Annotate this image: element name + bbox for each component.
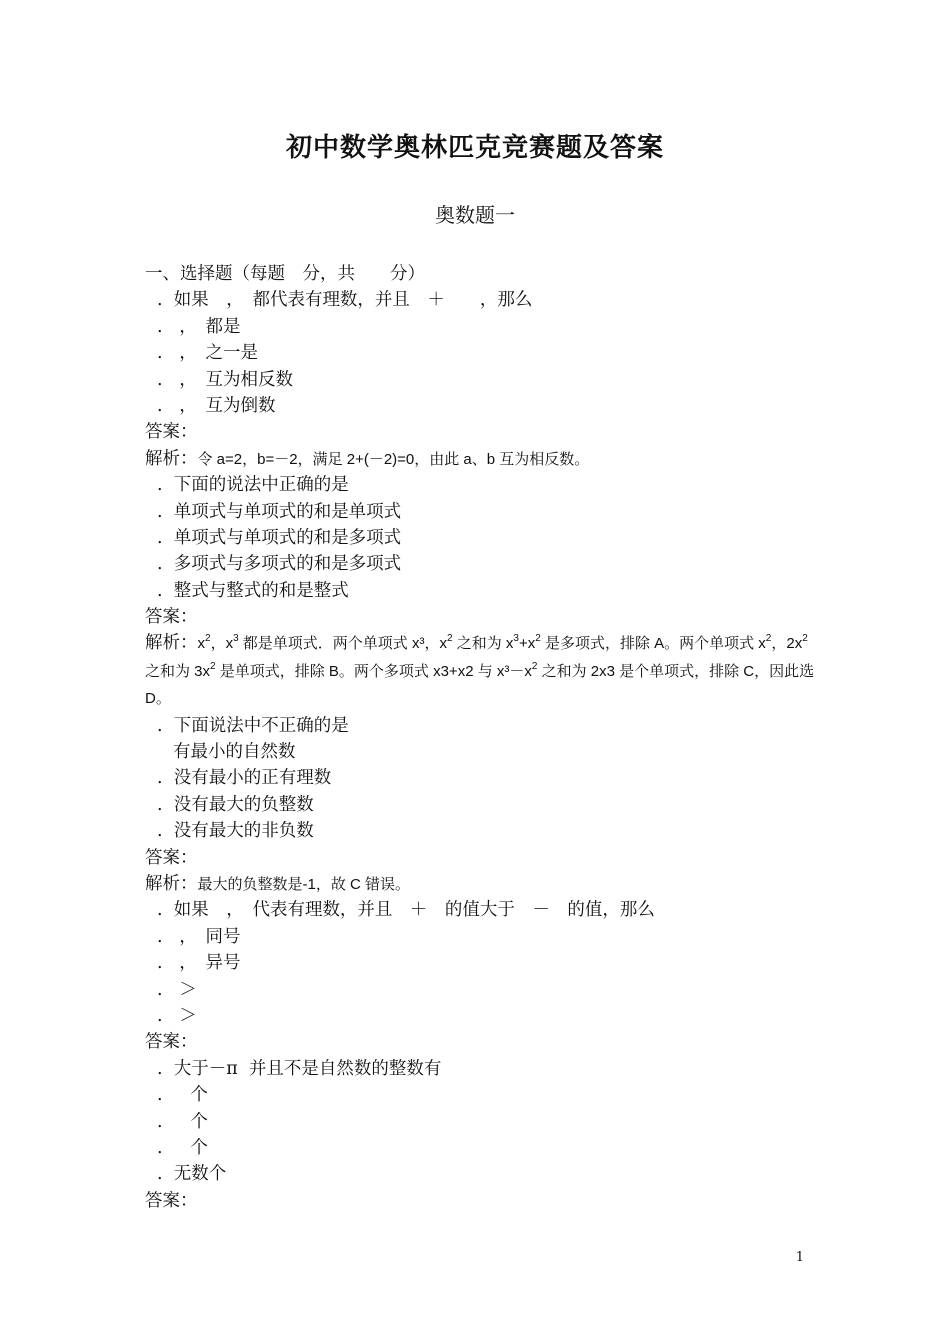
question-option: . ， 都是	[157, 316, 241, 337]
exponent: 2	[802, 633, 808, 645]
question-option: . 单项式与单项式的和是单项式	[157, 501, 402, 522]
question-stem: . 大于－π 并且不是自然数的整数有	[157, 1058, 442, 1079]
analysis-label: 解析：	[145, 874, 198, 895]
exponent: 2	[446, 633, 453, 645]
question-option: . ， 互为倒数	[157, 395, 276, 416]
page-number: 1	[795, 1250, 804, 1265]
question-option: . 单项式与单项式的和是多项式	[157, 527, 402, 548]
analysis-text: 最大的负整数是-1，故 C 错误。	[197, 876, 411, 894]
analysis-text: 是多项式，排除 A。两个单项式 x	[540, 635, 766, 653]
analysis-text: 之和为 2x3 是个单项式，排除 C，因此选 D。	[145, 662, 815, 708]
exponent: 2	[535, 633, 541, 645]
question-option: . ， 互为相反数	[157, 369, 294, 390]
analysis-text: ，2x	[771, 635, 803, 653]
question-option: . ＞	[157, 979, 197, 1000]
answer-label: 答案：	[145, 1032, 198, 1053]
answer-label: 答案：	[145, 1190, 198, 1211]
question-option: . ， 之一是	[157, 343, 259, 364]
analysis-text: ，x	[210, 635, 234, 653]
analysis-text: x	[197, 635, 205, 653]
question-stem: . 如果 ， 代表有理数，并且 ＋ 的值大于 － 的值，那么	[157, 900, 655, 921]
analysis-text: 是单项式，排除 B。两个多项式 x3+x2 与 x³－x	[215, 662, 532, 680]
document-title: 初中数学奥林匹克竞赛题及答案	[285, 133, 664, 163]
analysis-text: 都是单项式．两个单项式 x³，x	[238, 635, 447, 653]
answer-label: 答案：	[145, 422, 198, 443]
analysis-text: 之和为 3x	[145, 662, 211, 680]
analysis-label: 解析：	[145, 448, 198, 469]
analysis-text: 令 a=2，b=－2，满足 2+(－2)=0，由此 a、b 互为相反数。	[197, 450, 590, 468]
exponent: 3	[233, 633, 239, 645]
analysis	[145, 871, 815, 897]
analysis-text: 之和为 x	[452, 635, 514, 653]
question-option: 有最小的自然数	[173, 742, 296, 763]
question-stem: . 如果 ， 都代表有理数，并且 ＋ ，那么	[157, 290, 533, 311]
analysis	[145, 630, 815, 712]
exponent: 2	[765, 633, 772, 645]
question-stem: . 下面的说法中正确的是	[157, 475, 349, 496]
question-option: . 个	[157, 1137, 208, 1158]
analysis	[145, 446, 815, 472]
exponent: 2	[205, 633, 211, 645]
question-option: . 没有最大的非负数	[157, 821, 314, 842]
question-option: . ＞	[157, 1005, 197, 1026]
document-body	[145, 261, 815, 1214]
question-stem: . 下面说法中不正确的是	[157, 715, 349, 736]
answer-label: 答案：	[145, 607, 198, 628]
section-heading: 一、选择题（每题 分，共 分）	[145, 264, 425, 284]
question-option: . ， 同号	[157, 926, 241, 947]
question-option: . 多项式与多项式的和是多项式	[157, 554, 402, 575]
exponent: 2	[210, 660, 216, 672]
document-subtitle: 奥数题一	[435, 203, 515, 227]
question-option: . 没有最小的正有理数	[157, 768, 332, 789]
analysis-text: +x	[518, 635, 536, 653]
exponent: 3	[513, 633, 519, 645]
question-option: . 没有最大的负整数	[157, 794, 314, 815]
question-option: . 整式与整式的和是整式	[157, 580, 349, 601]
answer-label: 答案：	[145, 847, 198, 868]
analysis-label: 解析：	[145, 633, 198, 654]
question-option: . 个	[157, 1085, 208, 1106]
question-option: . ， 异号	[157, 953, 241, 974]
exponent: 2	[531, 660, 538, 672]
question-option: . 无数个	[157, 1164, 227, 1185]
question-option: . 个	[157, 1111, 208, 1132]
